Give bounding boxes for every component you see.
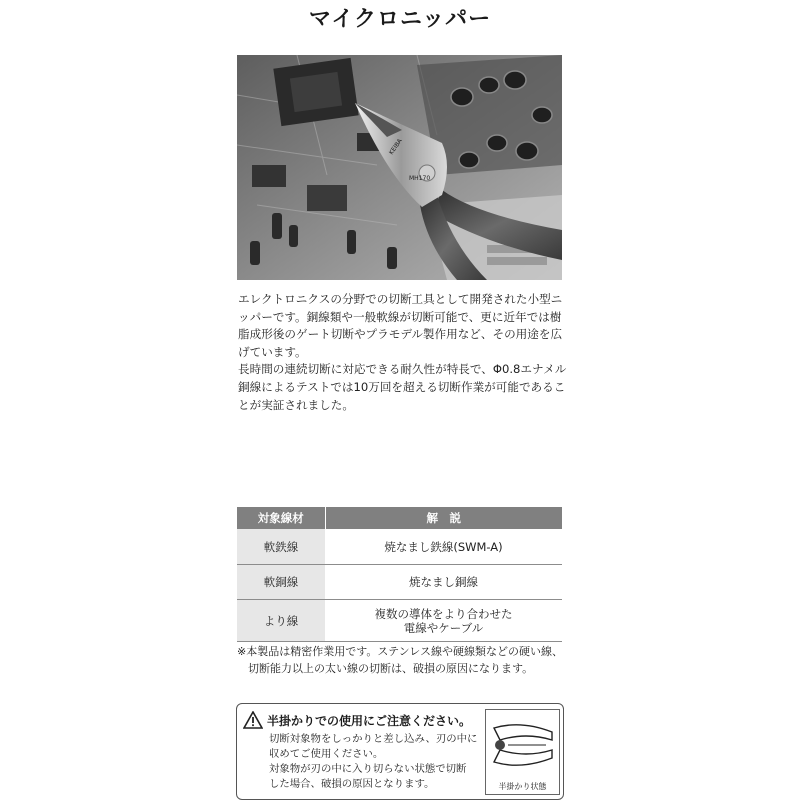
product-description	[238, 291, 568, 414]
table-row	[237, 565, 562, 600]
engraving-brand: KEIBA	[387, 137, 404, 157]
table-row	[237, 529, 562, 565]
table-header-row	[237, 507, 562, 529]
footnote: ※本製品は精密作業用です。ステンレス線や硬線類などの硬い線、 切断能力以上の太い線の切断は、破損の原因になります。	[237, 645, 563, 675]
page-title: マイクロニッパー	[308, 7, 492, 32]
caution-box	[236, 703, 564, 800]
product-photo	[237, 55, 562, 280]
material-cell: 軟銅線	[237, 565, 325, 600]
table-row	[237, 600, 562, 642]
description-paragraph: 長時間の連続切断に対応できる耐久性が特長で、Φ0.8エナメル銅線によるテストでは10万回を超える切断作業が可能であることが実証されました。	[238, 362, 567, 412]
caution-heading: 半掛かりでの使用にご注意ください。	[267, 714, 472, 728]
caution-body: 切断対象物をしっかりと差し込み、刃の中に 収めてご使用ください。 対象物が刃の中に入り切らない状態で切断 した場合、破損の原因となります。	[269, 733, 478, 790]
material-cell: より線	[237, 600, 325, 642]
spec-table	[237, 507, 562, 642]
material-cell: 軟鉄線	[237, 529, 325, 565]
header-material: 対象線材	[237, 507, 325, 529]
inset-label: 半掛かり状態	[498, 782, 547, 791]
warning-icon	[243, 711, 263, 733]
engraving-model: MH170	[409, 175, 431, 182]
explanation-cell: 複数の導体をより合わせた 電線やケーブル	[325, 600, 562, 642]
description-paragraph: エレクトロニクスの分野での切断工具として開発された小型ニッパーです。銅線類や一般軟線が切断可能で、更に近年では樹脂成形後のゲート切断やプラモデル製作用など、その用途を広げています。	[238, 292, 563, 359]
explanation-cell: 焼なまし鉄線(SWM-A)	[325, 529, 562, 565]
explanation-cell: 焼なまし銅線	[325, 565, 562, 600]
nipper-tip-icon	[486, 710, 559, 780]
half-engaged-illustration	[485, 709, 560, 795]
header-explanation: 解 説	[325, 507, 562, 529]
